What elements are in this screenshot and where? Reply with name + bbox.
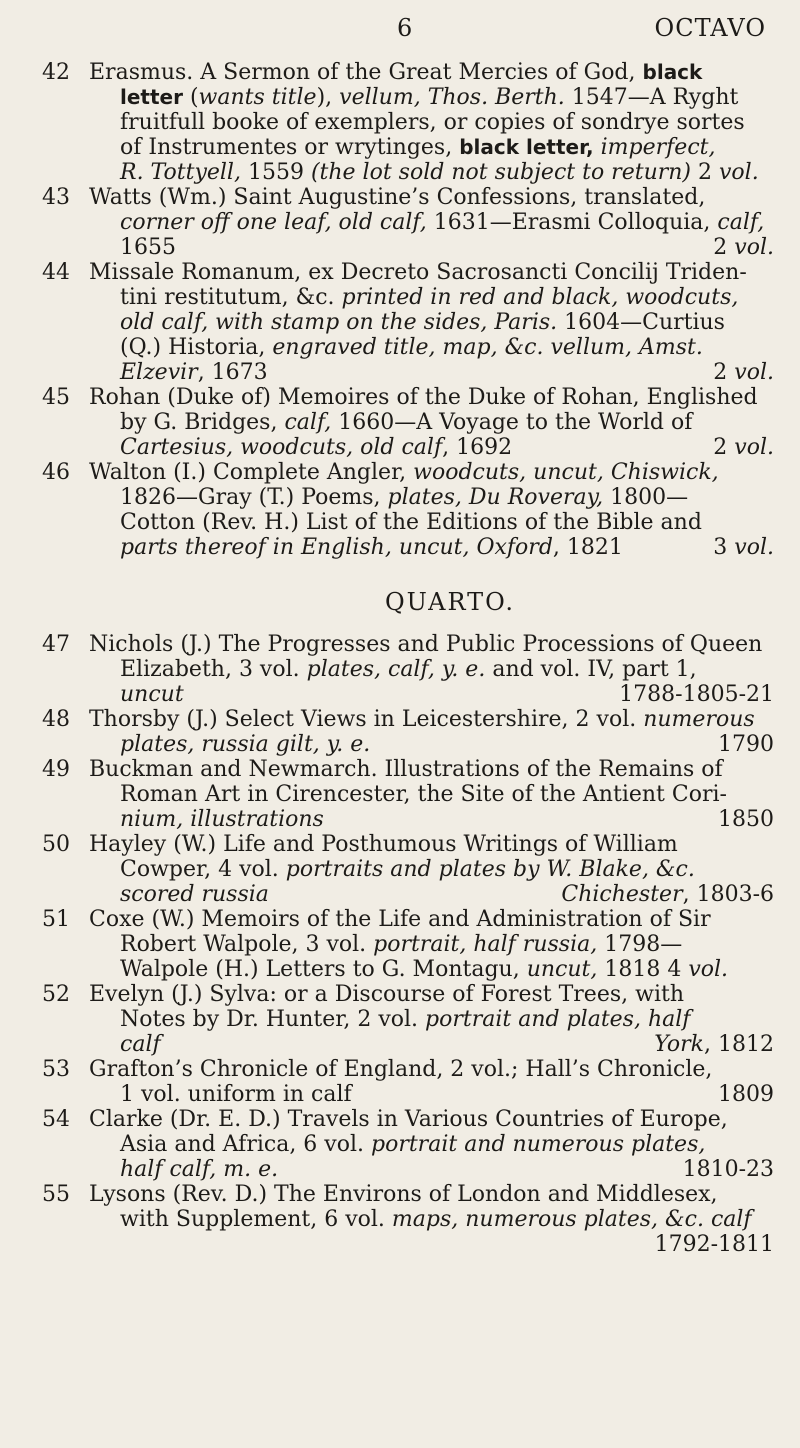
lot-line: Clarke (Dr. E. D.) Travels in Various Countries of Europe, [89, 1107, 728, 1132]
lot-entry [0, 1182, 800, 1257]
lot-line: Notes by Dr. Hunter, 2 vol. portrait and plates, half [120, 1007, 691, 1032]
lot-number: 51 [42, 907, 70, 932]
lot-line: calf York, 1812 [120, 1032, 774, 1057]
octavo-section [0, 60, 800, 560]
lot-line: half calf, m. e. 1810-23 [120, 1157, 774, 1182]
lot-line: tini restitutum, &c. printed in red and black, woodcuts, [120, 285, 739, 310]
lot-line: Coxe (W.) Memoirs of the Life and Administration of Sir [89, 907, 711, 932]
lot-entry [0, 632, 800, 707]
lot-number: 45 [42, 385, 70, 410]
lot-line: Robert Walpole, 3 vol. portrait, half russia, 1798— [120, 932, 683, 957]
lot-line: Elizabeth, 3 vol. plates, calf, y. e. and vol. IV, part 1, [120, 657, 697, 682]
lot-entry [0, 907, 800, 982]
lot-line: Walton (I.) Complete Angler, woodcuts, uncut, Chiswick, [89, 460, 719, 485]
lot-line: Watts (Wm.) Saint Augustine’s Confessions, translated, [89, 185, 706, 210]
lot-entry [0, 982, 800, 1057]
lot-entry [0, 185, 800, 260]
lot-line: (Q.) Historia, engraved title, map, &c. vellum, Amst. [120, 335, 703, 360]
lot-number: 46 [42, 460, 70, 485]
lot-line: uncut 1788-1805-21 [120, 682, 774, 707]
lot-line: old calf, with stamp on the sides, Paris. 1604—Curtius [120, 310, 725, 335]
lot-line: Asia and Africa, 6 vol. portrait and numerous plates, [120, 1132, 706, 1157]
lot-entry [0, 1057, 800, 1107]
lot-number: 42 [42, 60, 70, 85]
lot-line: Erasmus. A Sermon of the Great Mercies of God, black [89, 60, 703, 85]
lot-number: 48 [42, 707, 70, 732]
lot-line: Roman Art in Cirencester, the Site of the Antient Cori- [120, 782, 727, 807]
lot-line: of Instrumentes or wrytinges, black letter, imperfect, [120, 135, 716, 160]
lot-line: fruitfull booke of exemplers, or copies of sondrye sortes [120, 110, 745, 135]
lot-number: 47 [42, 632, 70, 657]
lot-number: 53 [42, 1057, 70, 1082]
quarto-section [0, 632, 800, 1257]
page-number: 6 [397, 14, 413, 42]
lot-entry [0, 385, 800, 460]
lot-number: 49 [42, 757, 70, 782]
lot-entry [0, 1107, 800, 1182]
lot-line: letter (wants title), vellum, Thos. Berth. 1547—A Ryght [120, 85, 739, 110]
lot-line: 1826—Gray (T.) Poems, plates, Du Roveray, 1800— [120, 485, 689, 510]
lot-number: 44 [42, 260, 70, 285]
lot-line: plates, russia gilt, y. e. 1790 [120, 732, 774, 757]
lot-line: Buckman and Newmarch. Illustrations of the Remains of [89, 757, 723, 782]
lot-entry [0, 757, 800, 832]
lot-entry [0, 460, 800, 560]
lot-line: Cartesius, woodcuts, old calf, 1692 2 vol. [120, 435, 774, 460]
lot-line: nium, illustrations 1850 [120, 807, 774, 832]
lot-number: 50 [42, 832, 70, 857]
quarto-heading: QUARTO. [384, 588, 516, 616]
lot-line: Cowper, 4 vol. portraits and plates by W. Blake, &c. [120, 857, 695, 882]
lot-line: 1655 2 vol. [120, 235, 774, 260]
lot-line: R. Tottyell, 1559 (the lot sold not subject to return) 2 vol. [120, 160, 759, 185]
lot-line: Elzevir, 1673 2 vol. [120, 360, 774, 385]
lot-line: Lysons (Rev. D.) The Environs of London and Middlesex, [89, 1182, 718, 1207]
lot-number: 55 [42, 1182, 70, 1207]
lot-number: 52 [42, 982, 70, 1007]
lot-line: Cotton (Rev. H.) List of the Editions of the Bible and [120, 510, 702, 535]
lot-line: 1 vol. uniform in calf 1809 [120, 1082, 774, 1107]
lot-number: 54 [42, 1107, 70, 1132]
lot-line: 1792-1811 [654, 1232, 774, 1257]
section-title: OCTAVO [654, 14, 766, 42]
lot-line: Nichols (J.) The Progresses and Public Processions of Queen [89, 632, 763, 657]
lot-entry [0, 60, 800, 185]
lot-line: Evelyn (J.) Sylva: or a Discourse of Forest Trees, with [89, 982, 684, 1007]
lot-line: parts thereof in English, uncut, Oxford, 1821 3 vol. [120, 535, 774, 560]
lot-line: corner off one leaf, old calf, 1631—Erasmi Colloquia, calf, [120, 210, 765, 235]
lot-entry [0, 260, 800, 385]
lot-list [0, 60, 800, 1257]
lot-line: by G. Bridges, calf, 1660—A Voyage to the World of [120, 410, 693, 435]
lot-line: with Supplement, 6 vol. maps, numerous plates, &c. calf [120, 1207, 752, 1232]
lot-entry [0, 832, 800, 907]
lot-entry [0, 707, 800, 757]
lot-line: Missale Romanum, ex Decreto Sacrosancti Concilij Triden- [89, 260, 747, 285]
lot-line: Walpole (H.) Letters to G. Montagu, uncut, 1818 4 vol. [120, 957, 729, 982]
page-header [0, 14, 800, 44]
lot-number: 43 [42, 185, 70, 210]
lot-line: Hayley (W.) Life and Posthumous Writings of William [89, 832, 678, 857]
lot-line: Thorsby (J.) Select Views in Leicestershire, 2 vol. numerous [89, 707, 755, 732]
lot-line: scored russia Chichester, 1803-6 [120, 882, 774, 907]
lot-line: Rohan (Duke of) Memoires of the Duke of Rohan, Englished [89, 385, 758, 410]
lot-line: Grafton’s Chronicle of England, 2 vol.; Hall’s Chronicle, [89, 1057, 713, 1082]
